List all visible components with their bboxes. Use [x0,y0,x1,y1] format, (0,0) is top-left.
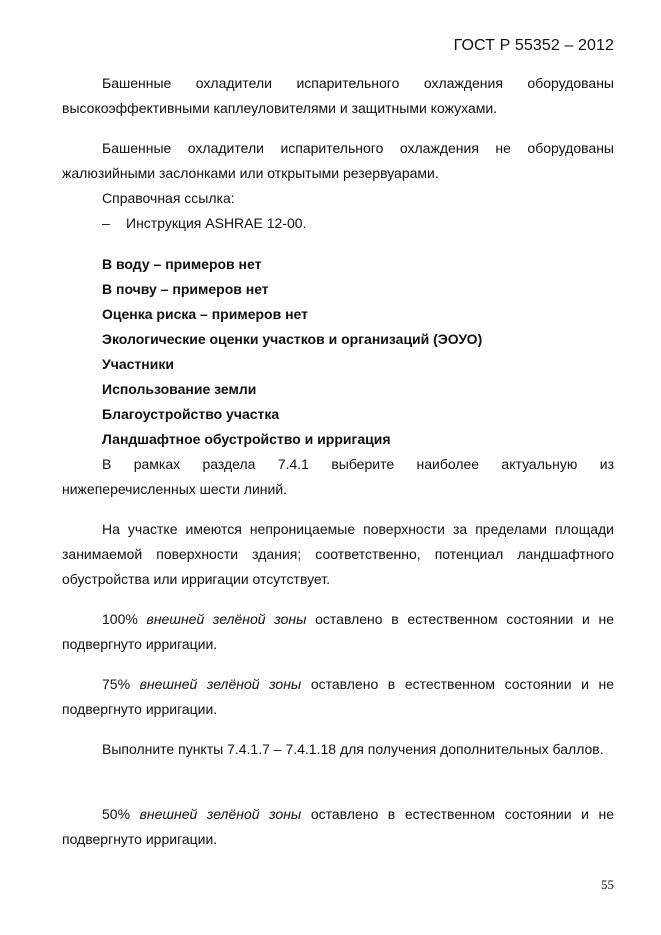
paragraph-text: В рамках раздела 7.4.1 выберите наиболее актуальную из нижеперечисленных шести линий. [62,456,614,497]
heading-participants: Участники [102,356,174,372]
paragraph-impervious [62,517,614,592]
zone-term: внешней зелёной зоны [139,806,302,822]
reference-label: Справочная ссылка: [102,190,235,206]
paragraph-cooling-towers-1 [62,71,614,121]
percent-value: 50% [102,806,131,822]
paragraph-text: Башенные охладители испарительного охлаждения не оборудованы жалюзийными заслонками или открытыми резервуарами. [62,140,614,181]
option-rest: оставлено в естественном состоянии и не подвергнуто ирригации. [62,806,614,847]
option-100-percent [62,607,614,657]
option-rest: оставлено в естественном состоянии и не подвергнуто ирригации. [62,676,614,717]
heading-environmental-assessment: Экологические оценки участков и организаций (ЭОУО) [102,331,483,347]
reference-section [62,186,614,236]
list-dash: – [102,215,110,231]
option-rest: оставлено в естественном состоянии и не подвергнуто ирригации. [62,611,615,652]
heading-soil: В почву – примеров нет [102,281,269,297]
heading-risk-assessment: Оценка риска – примеров нет [102,306,308,322]
paragraph-text: На участке имеются непроницаемые поверхности за пределами площади занимаемой поверхности здания; соответственно, потенциал ландшафтного обустройства или ирригации отсутствует. [62,521,614,587]
heading-site-improvement: Благоустройство участка [102,406,280,422]
paragraph-cooling-towers-2 [62,136,614,186]
paragraph-text: Башенные охладители испарительного охлаждения оборудованы высокоэффективными каплеуловителями и защитными кожухами. [62,75,614,116]
percent-value: 100% [102,611,138,627]
heading-water: В воду – примеров нет [102,256,262,272]
reference-list-item [62,211,614,236]
standard-header: ГОСТ Р 55352 – 2012 [453,37,614,54]
option-75-percent [62,672,614,722]
paragraph-text [62,607,614,657]
zone-term: внешней зелёной зоны [146,611,307,627]
heading-land-use: Использование земли [102,381,257,397]
section-headings [62,252,614,452]
option-50-percent [62,802,614,852]
page-number: 55 [601,877,614,892]
paragraph-perform-items [62,737,614,762]
paragraph-text: Выполните пункты 7.4.1.7 – 7.4.1.18 для получения дополнительных баллов. [102,741,604,757]
heading-landscaping-irrigation: Ландшафтное обустройство и ирригация [102,431,391,447]
percent-value: 75% [102,676,131,692]
paragraph-text [62,802,614,852]
reference-item-text: Инструкция ASHRAE 12-00. [126,215,307,231]
zone-term: внешней зелёной зоны [139,676,302,692]
paragraph-text [62,672,614,722]
paragraph-select-line [62,452,614,502]
